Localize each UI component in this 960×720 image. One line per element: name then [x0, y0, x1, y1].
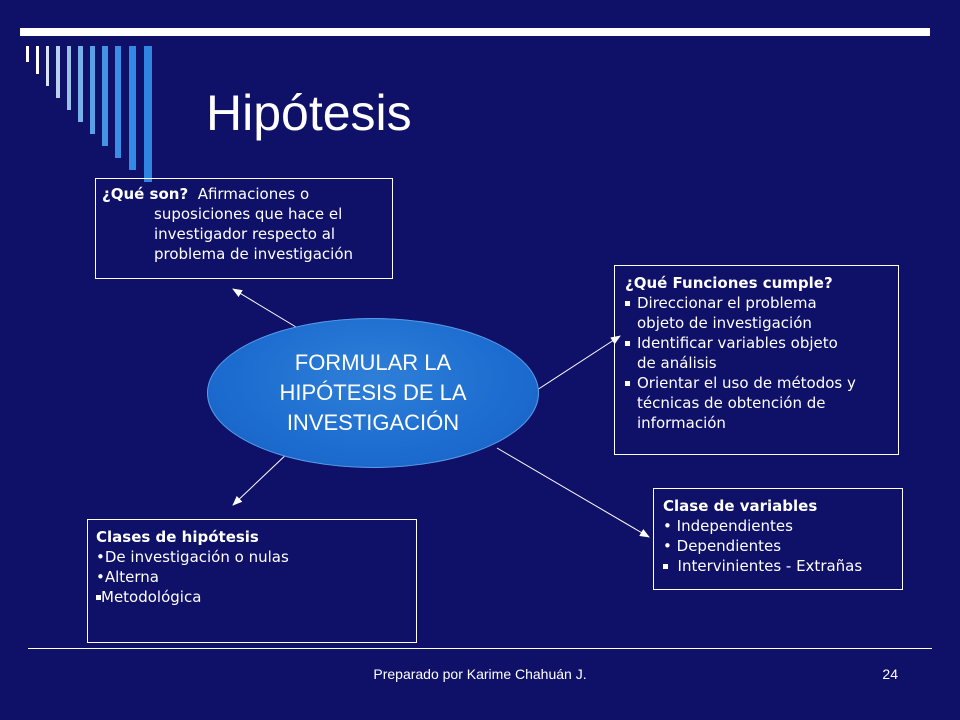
square-bullet-icon	[663, 557, 668, 575]
clase-variables-box	[653, 488, 903, 590]
funciones-item-cont	[625, 413, 888, 433]
central-ellipse	[207, 318, 539, 468]
footer-credit: Preparado por Karime Chahuán J.	[373, 666, 587, 682]
que-son-line: investigador respecto al	[154, 225, 336, 243]
funciones-heading: ¿Qué Funciones cumple?	[625, 274, 833, 292]
round-bullet-icon: •	[663, 517, 672, 535]
funciones-item-text: objeto de investigación	[637, 314, 812, 332]
funciones-item-text: de análisis	[637, 354, 717, 372]
footer-divider	[28, 648, 932, 649]
clases-hipotesis-box	[87, 519, 417, 643]
que-son-first-line	[102, 184, 386, 204]
clase-variables-heading: Clase de variables	[663, 497, 818, 515]
clases-hipotesis-item-text: Metodológica	[101, 588, 202, 606]
clases-hipotesis-item-text: Alterna	[104, 568, 159, 586]
que-son-label: ¿Qué son?	[102, 185, 189, 203]
page-number: 24	[882, 666, 898, 682]
que-son-line: suposiciones que hace el	[154, 205, 343, 223]
clase-variables-item	[663, 536, 893, 556]
funciones-item-cont	[625, 353, 888, 373]
round-bullet-icon: •	[663, 537, 672, 555]
arrow-to-que-son	[233, 289, 296, 327]
funciones-item	[625, 333, 888, 353]
square-bullet-icon	[625, 293, 630, 313]
square-bullet-icon	[625, 333, 630, 353]
funciones-item	[625, 293, 888, 313]
round-bullet-icon: •	[96, 548, 105, 566]
funciones-item-text: técnicas de obtención de	[637, 394, 826, 412]
funciones-item-text: Direccionar el problema	[637, 294, 817, 312]
round-bullet-icon: •	[96, 568, 105, 586]
clases-hipotesis-item	[96, 547, 408, 567]
central-text: FORMULAR LA HIPÓTESIS DE LA INVESTIGACIÓN	[279, 350, 467, 435]
clases-hipotesis-item	[96, 567, 408, 587]
arrow-to-clase-variables	[497, 448, 649, 537]
slide-title: Hipótesis	[206, 85, 412, 141]
clase-variables-item	[663, 556, 893, 576]
que-son-line: Afirmaciones o	[197, 185, 310, 203]
clase-variables-item	[663, 516, 893, 536]
funciones-item-cont	[625, 393, 888, 413]
que-son-line: problema de investigación	[154, 245, 353, 263]
arrow-to-clases-hipotesis	[233, 451, 290, 505]
funciones-item-text: Identificar variables objeto	[637, 334, 838, 352]
funciones-item-cont	[625, 313, 888, 333]
funciones-item	[625, 373, 888, 393]
clase-variables-item-text: Intervinientes - Extrañas	[677, 557, 863, 575]
que-son-box	[95, 178, 393, 279]
clases-hipotesis-heading: Clases de hipótesis	[96, 528, 259, 546]
clase-variables-item-text: Independientes	[676, 517, 793, 535]
clase-variables-item-text: Dependientes	[676, 537, 782, 555]
arrow-to-funciones	[537, 336, 620, 390]
funciones-item-text: Orientar el uso de métodos y	[637, 374, 856, 392]
clases-hipotesis-item-text: De investigación o nulas	[104, 548, 289, 566]
clases-hipotesis-item	[96, 587, 408, 607]
funciones-box	[614, 265, 899, 455]
square-bullet-icon	[625, 373, 630, 393]
funciones-item-text: información	[637, 414, 726, 432]
